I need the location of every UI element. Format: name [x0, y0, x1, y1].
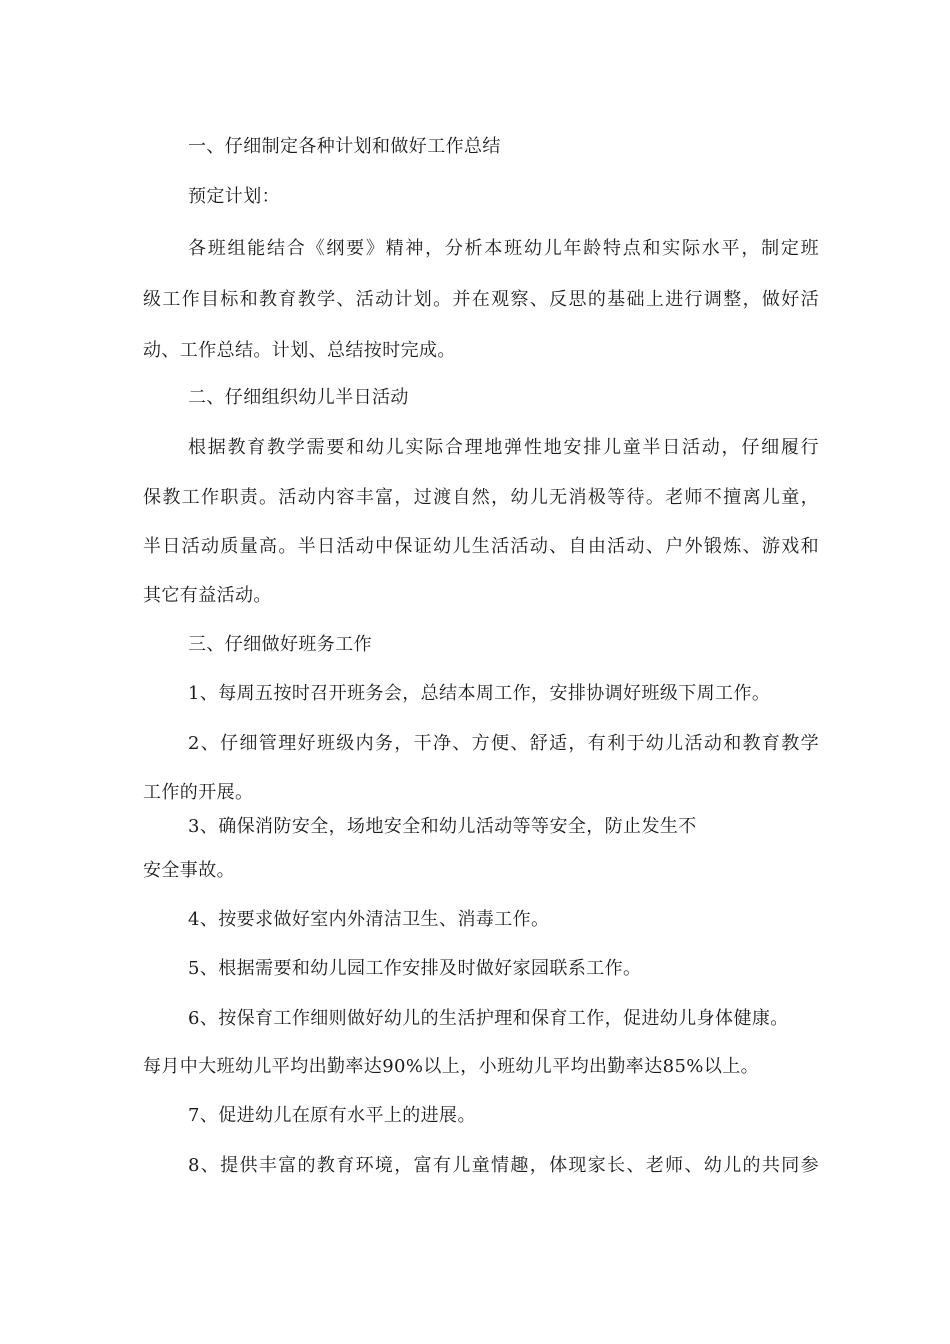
list-item-3-continued: 安全事故。 — [143, 860, 235, 881]
heading-section-2: 二、仔细组织幼儿半日活动 — [188, 387, 409, 408]
paragraph-line: 其它有益活动。 — [143, 585, 272, 606]
paragraph-line: 根据教育教学需要和幼儿实际合理地弹性地安排儿童半日活动，仔细履行 — [188, 437, 819, 458]
paragraph-label-plan: 预定计划： — [188, 186, 280, 207]
list-item-2: 2、仔细管理好班级内务，干净、方便、舒适，有利于幼儿活动和教育教学 — [188, 733, 819, 754]
paragraph-line: 各班组能结合《纲要》精神，分析本班幼儿年龄特点和实际水平，制定班 — [188, 238, 819, 259]
list-item-5: 5、根据需要和幼儿园工作安排及时做好家园联系工作。 — [188, 958, 642, 979]
list-item-3: 3、确保消防安全，场地安全和幼儿活动等等安全，防止发生不 — [188, 816, 697, 837]
list-item-8: 8、提供丰富的教育环境，富有儿童情趣，体现家长、老师、幼儿的共同参 — [188, 1155, 819, 1176]
list-item-7: 7、促进幼儿在原有水平上的进展。 — [188, 1105, 476, 1126]
list-item-2-continued: 工作的开展。 — [143, 782, 254, 803]
list-item-4: 4、按要求做好室内外清洁卫生、消毒工作。 — [188, 909, 550, 930]
heading-section-1: 一、仔细制定各种计划和做好工作总结 — [188, 136, 501, 157]
list-item-6-continued: 每月中大班幼儿平均出勤率达90%以上，小班幼儿平均出勤率达85%以上。 — [143, 1056, 760, 1077]
paragraph-line: 半日活动质量高。半日活动中保证幼儿生活活动、自由活动、户外锻炼、游戏和 — [143, 536, 819, 557]
paragraph-line: 级工作目标和教育教学、活动计划。并在观察、反思的基础上进行调整，做好活 — [143, 289, 819, 310]
paragraph-line: 保教工作职责。活动内容丰富，过渡自然，幼儿无消极等待。老师不擅离儿童， — [143, 487, 819, 508]
list-item-1: 1、每周五按时召开班务会，总结本周工作，安排协调好班级下周工作。 — [188, 683, 771, 704]
heading-section-3: 三、仔细做好班务工作 — [188, 634, 372, 655]
paragraph-line: 动、工作总结。计划、总结按时完成。 — [143, 340, 456, 361]
list-item-6: 6、按保育工作细则做好幼儿的生活护理和保育工作，促进幼儿身体健康。 — [188, 1008, 789, 1029]
